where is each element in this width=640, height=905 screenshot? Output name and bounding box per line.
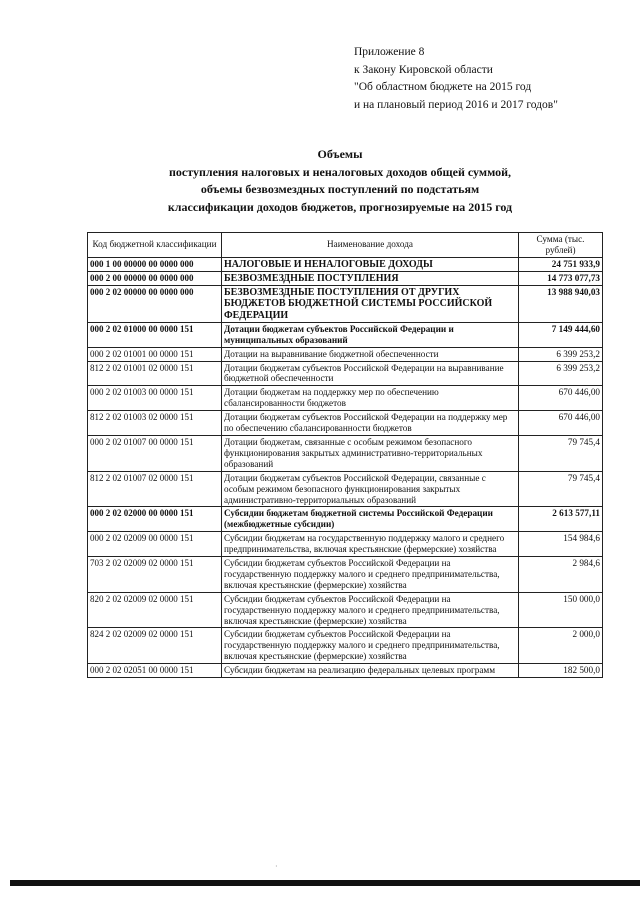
row-name: Дотации бюджетам, связанные с особым режимом безопасного функционирования закрытых административно-территориальных образований [222, 435, 519, 471]
row-name: Субсидии бюджетам субъектов Российской Федерации на государственную поддержку малого и среднего предпринимательства, включая крестьянские (фермерские) хозяйства [222, 557, 519, 593]
table-row [88, 532, 603, 557]
revenue-table [87, 232, 603, 678]
row-code: 000 2 02 02009 00 0000 151 [88, 532, 222, 557]
row-code: 000 2 02 01003 00 0000 151 [88, 386, 222, 411]
row-code: 703 2 02 02009 02 0000 151 [88, 557, 222, 593]
appendix-line: и на плановый период 2016 и 2017 годов" [354, 98, 558, 111]
row-name: Субсидии бюджетам бюджетной системы Российской Федерации (межбюджетные субсидии) [222, 507, 519, 532]
title-line: поступления налоговых и неналоговых доходов общей суммой, [168, 164, 512, 179]
row-code: 812 2 02 01007 02 0000 151 [88, 471, 222, 507]
row-code: 824 2 02 02009 02 0000 151 [88, 628, 222, 664]
table-row [88, 347, 603, 361]
row-name: Субсидии бюджетам на реализацию федеральных целевых программ [222, 664, 519, 678]
row-sum: 14 773 077,73 [519, 272, 603, 286]
row-sum: 24 751 933,9 [519, 257, 603, 271]
table-row [88, 435, 603, 471]
row-code: 812 2 02 01003 02 0000 151 [88, 411, 222, 436]
table-body [88, 257, 603, 677]
scan-mark: · [275, 862, 278, 871]
row-sum: 13 988 940,03 [519, 286, 603, 323]
row-code: 000 1 00 00000 00 0000 000 [88, 257, 222, 271]
title-line: объемы безвозмездных поступлений по подстатьям [200, 182, 480, 196]
table-row [88, 628, 603, 664]
row-sum: 6 399 253,2 [519, 361, 603, 386]
row-code: 000 2 02 01001 00 0000 151 [88, 347, 222, 361]
table-row [88, 361, 603, 386]
row-name: Дотации на выравнивание бюджетной обеспеченности [222, 347, 519, 361]
table-row [88, 322, 603, 347]
row-sum: 670 446,00 [519, 386, 603, 411]
row-code: 820 2 02 02009 02 0000 151 [88, 592, 222, 628]
scan-edge-bar [10, 880, 640, 886]
header-name: Наименование дохода [222, 233, 519, 258]
row-sum: 150 000,0 [519, 592, 603, 628]
row-code: 000 2 02 02000 00 0000 151 [88, 507, 222, 532]
table-row [88, 411, 603, 436]
row-name: НАЛОГОВЫЕ И НЕНАЛОГОВЫЕ ДОХОДЫ [222, 257, 519, 271]
row-sum: 2 613 577,11 [519, 507, 603, 532]
row-name: Дотации бюджетам субъектов Российской Федерации на выравнивание бюджетной обеспеченности [222, 361, 519, 386]
table-row [88, 557, 603, 593]
row-name: Субсидии бюджетам субъектов Российской Федерации на государственную поддержку малого и среднего предпринимательства, включая крестьянские (фермерские) хозяйства [222, 628, 519, 664]
table-row [88, 257, 603, 271]
row-name: БЕЗВОЗМЕЗДНЫЕ ПОСТУПЛЕНИЯ [222, 272, 519, 286]
header-code: Код бюджетной классификации [88, 233, 222, 258]
row-name: Субсидии бюджетам субъектов Российской Федерации на государственную поддержку малого и среднего предпринимательства, включая крестьянские (фермерские) хозяйства [222, 592, 519, 628]
document-title [90, 146, 590, 216]
title-line: Объемы [317, 147, 363, 161]
row-name: Дотации бюджетам на поддержку мер по обеспечению сбалансированности бюджетов [222, 386, 519, 411]
table-row [88, 286, 603, 323]
row-code: 000 2 02 00000 00 0000 000 [88, 286, 222, 323]
row-name: Субсидии бюджетам на государственную поддержку малого и среднего предпринимательства, включая крестьянские (фермерские) хозяйства [222, 532, 519, 557]
row-name: Дотации бюджетам субъектов Российской Федерации на поддержку мер по обеспечению сбалансированности бюджетов [222, 411, 519, 436]
appendix-line: к Закону Кировской области [354, 63, 493, 76]
row-sum: 2 984,6 [519, 557, 603, 593]
row-code: 000 2 02 02051 00 0000 151 [88, 664, 222, 678]
appendix-line: "Об областном бюджете на 2015 год [354, 81, 532, 93]
row-sum: 182 500,0 [519, 664, 603, 678]
table-row [88, 386, 603, 411]
row-sum: 2 000,0 [519, 628, 603, 664]
table-row [88, 664, 603, 678]
table-row [88, 592, 603, 628]
row-code: 000 2 00 00000 00 0000 000 [88, 272, 222, 286]
appendix-line: Приложение 8 [354, 46, 425, 58]
row-code: 000 2 02 01000 00 0000 151 [88, 322, 222, 347]
row-name: БЕЗВОЗМЕЗДНЫЕ ПОСТУПЛЕНИЯ ОТ ДРУГИХ БЮДЖЕТОВ БЮДЖЕТНОЙ СИСТЕМЫ РОССИЙСКОЙ ФЕДЕРАЦИИ [222, 286, 519, 323]
row-code: 812 2 02 01001 02 0000 151 [88, 361, 222, 386]
row-name: Дотации бюджетам субъектов Российской Федерации, связанные с особым режимом безопасного функционирования закрытых административно-территориальных образований [222, 471, 519, 507]
table-row [88, 272, 603, 286]
row-sum: 79 745,4 [519, 471, 603, 507]
row-code: 000 2 02 01007 00 0000 151 [88, 435, 222, 471]
row-sum: 6 399 253,2 [519, 347, 603, 361]
row-name: Дотации бюджетам субъектов Российской Федерации и муниципальных образований [222, 322, 519, 347]
header-sum: Сумма (тыс. рублей) [519, 233, 603, 258]
row-sum: 79 745,4 [519, 435, 603, 471]
title-line: классификации доходов бюджетов, прогнозируемые на 2015 год [167, 199, 513, 214]
row-sum: 7 149 444,60 [519, 322, 603, 347]
row-sum: 670 446,00 [519, 411, 603, 436]
row-sum: 154 984,6 [519, 532, 603, 557]
table-header-row [88, 233, 603, 258]
appendix-note [354, 44, 624, 114]
table-row [88, 471, 603, 507]
table-row [88, 507, 603, 532]
